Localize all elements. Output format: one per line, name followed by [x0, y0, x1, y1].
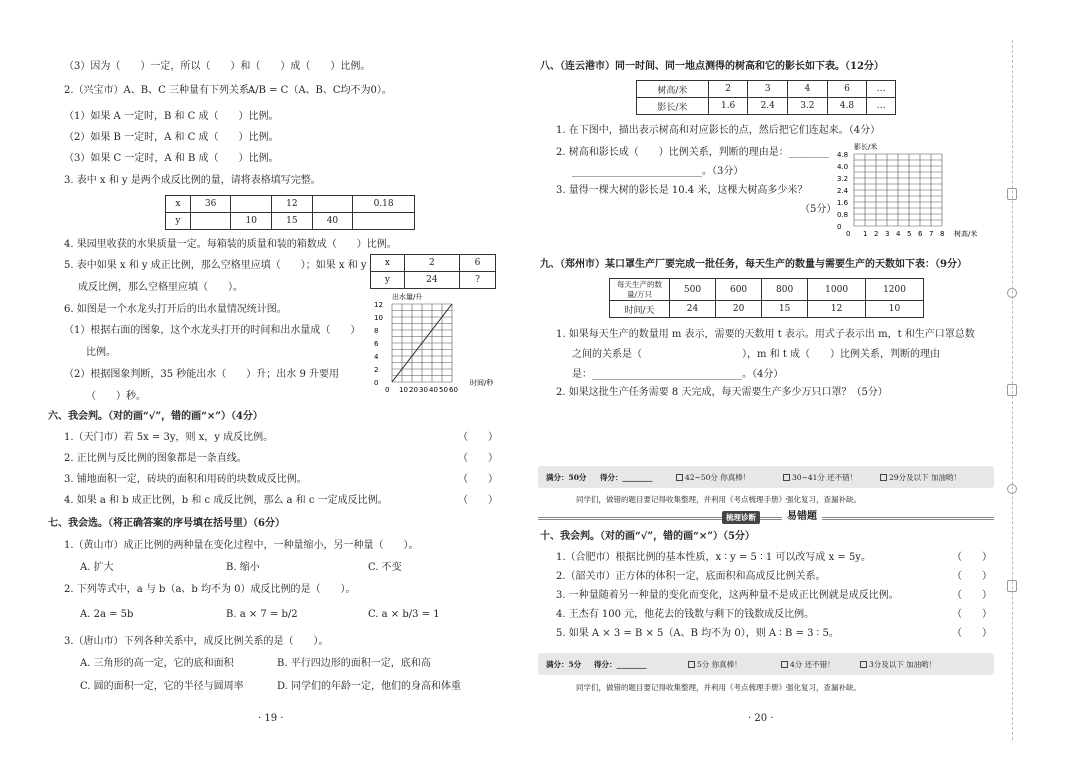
x-tick-label: 8: [940, 230, 945, 238]
s9-q1b: 之间的关系是（ ），m 和 t 成（ ）比例关系，判断的理由: [572, 349, 941, 360]
y-tick-label: 10: [374, 314, 383, 322]
s10-item-1: 1.（合肥市）根据比例的基本性质，x ∶ y = 5 ∶ 1 可以改写成 x = 5y。: [556, 552, 871, 563]
x-tick-label: 7: [929, 230, 934, 238]
section-9-title: 九、（郑州市）某口罩生产厂要完成一批任务，每天生产的数量与需要生产的天数如下表：（9分）: [540, 259, 967, 270]
x-tick-label: 5: [907, 230, 912, 238]
s10-item-4: 4. 王杰有 100 元，他花去的钱数与剩下的钱数成反比例。: [556, 609, 815, 620]
answer-paren[interactable]: （ ）: [458, 474, 498, 485]
checkbox[interactable]: [781, 661, 788, 668]
q6-text: 6. 如图是一个水龙头打开后的出水量情况统计图。: [64, 304, 287, 315]
s7-q3-opt-a[interactable]: A. 三角形的高一定，它的底和面积: [80, 658, 234, 669]
section-8-title: 八、（连云港市）同一时间、同一地点测得的树高和它的影长如下表。（12分）: [540, 61, 884, 72]
checkbox[interactable]: [688, 661, 695, 668]
s7-q3-opt-d[interactable]: D. 同学们的年龄一定，他们的身高和体重: [277, 681, 462, 692]
shadow-grid-ylabel: 影长/米: [854, 143, 878, 151]
x-tick-label: 30: [419, 386, 428, 394]
s7-q1-opt-b[interactable]: B. 缩小: [226, 562, 260, 573]
s7-q1-opt-a[interactable]: A. 扩大: [80, 562, 114, 573]
y-tick-label: 0: [374, 379, 379, 387]
x-tick-label: 20: [409, 386, 418, 394]
table-q5: x 2 6 y 24 ?: [370, 254, 496, 289]
x-tick-label: 10: [399, 386, 408, 394]
x-tick-label: 0: [846, 230, 851, 238]
y-tick-label: 4.8: [837, 151, 849, 159]
checkbox[interactable]: [860, 661, 867, 668]
y-tick-label: 6: [374, 340, 379, 348]
section-6-title: 六、我会判。（对的画“√”，错的画“×”）（4分）: [48, 411, 263, 422]
s7-q2-opt-c[interactable]: C. a × b/3 = 1: [368, 609, 440, 620]
y-tick-label: 3.2: [837, 175, 849, 183]
review-note-2: 同学们，做错的题目要记得收集整理，并利用《考点梳理手册》强化复习，查漏补缺。: [576, 683, 861, 692]
x-tick-label: 1: [863, 230, 868, 238]
binding-hole-icon: [1007, 288, 1017, 298]
answer-paren[interactable]: （ ）: [952, 571, 992, 582]
y-tick-label: 2: [374, 366, 379, 374]
checkbox[interactable]: [783, 474, 790, 481]
s9-q1c: 是：______________________________。（4分）: [572, 369, 784, 380]
section-10-title: 十、我会判。（对的画“√”，错的画“×”）（5分）: [540, 531, 755, 542]
y-tick-label: 4: [374, 353, 379, 361]
s7-q1-opt-c[interactable]: C. 不变: [368, 562, 402, 573]
x-tick-label: 2: [874, 230, 879, 238]
y-tick-label: 1.6: [837, 199, 849, 207]
x-tick-label: 0: [385, 386, 390, 394]
binding-mark-icon: [1007, 384, 1017, 396]
checkbox[interactable]: [676, 474, 683, 481]
q2-3: （3）如果 C 一定时，A 和 B 成（ ）比例。: [64, 153, 279, 164]
section-7-title: 七、我会选。（将正确答案的序号填在括号里）（6分）: [48, 518, 285, 529]
diagnosis-tag: 梳理诊断: [722, 511, 760, 524]
y-tick-label: 12: [374, 301, 383, 309]
s9-q2: 2. 如果这批生产任务需要 8 天完成，每天需要生产多少万只口罩？（5分）: [556, 387, 888, 398]
s10-item-2: 2.（韶关市）正方体的体积一定，底面积和高成反比例关系。: [556, 571, 826, 582]
answer-paren[interactable]: （ ）: [458, 432, 498, 443]
answer-paren[interactable]: （ ）: [952, 590, 992, 601]
answer-paren[interactable]: （ ）: [952, 609, 992, 620]
q2-formula: A/B = C（A、B、C均不为0）。: [248, 85, 392, 96]
x-tick-label: 4: [896, 230, 901, 238]
y-tick-label: 8: [374, 327, 379, 335]
s8-q2b: __________________________。（3分）: [572, 166, 744, 177]
s7-q2-opt-a[interactable]: A. 2a = 5b: [80, 609, 134, 620]
table-q8: 树高/米 2 3 4 6 … 影长/米 1.6 2.4 3.2 4.8 …: [636, 80, 896, 115]
s9-q1a: 1. 如果每天生产的数量用 m 表示，需要的天数用 t 表示。用式子表示出 m，t 和生产口罩总数: [556, 329, 975, 340]
q6-2a: （2）根据图象判断，35 秒能出水（ ）升；出水 9 升要用: [64, 369, 339, 380]
page-number-right: · 20 ·: [748, 713, 774, 724]
s7-q3-opt-c[interactable]: C. 圆的面积一定，它的半径与圆周率: [80, 681, 244, 692]
y-tick-label: 4.0: [837, 163, 849, 171]
s10-item-5: 5. 如果 A × 3 = B × 5（A、B 均不为 0），则 A ∶ B = 3 ∶ 5。: [556, 628, 839, 639]
y-tick-label: 0: [837, 223, 842, 231]
s7-q1: 1.（黄山市）成正比例的两种量在变化过程中，一种量缩小，另一种量（ ）。: [64, 540, 419, 551]
review-note-1: 同学们，做错的题目要记得收集整理，并利用《考点梳理手册》强化复习，查漏补缺。: [576, 495, 861, 504]
shadow-grid-chart: [832, 140, 1002, 240]
s8-q3-score: （5分）: [800, 204, 837, 215]
score-bar-2: 满分：5分 得分：________ 5分 你真棒！ 4分 还不错！ 3分及以下 加油哟！: [538, 653, 994, 675]
binding-mark-icon: [1007, 188, 1017, 200]
q6-1b: 比例。: [86, 347, 116, 358]
answer-paren[interactable]: （ ）: [952, 628, 992, 639]
q6-2b: （ ）秒。: [86, 391, 146, 402]
q6-1a: （1）根据右面的图象，这个水龙头打开的时间和出水量成（ ）: [64, 325, 361, 336]
y-tick-label: 2.4: [837, 187, 849, 195]
q1-3-text: （3）因为（ ）一定，所以（ ）和（ ）成（ ）比例。: [64, 61, 371, 72]
s8-q3: 3. 量得一棵大树的影长是 10.4 米，这棵大树高多少米？: [556, 185, 808, 196]
s6-item-4: 4. 如果 a 和 b 成正比例，b 和 c 成反比例，那么 a 和 c 一定成反比例。: [64, 495, 388, 506]
binding-hole-icon: [1007, 484, 1017, 494]
s10-item-3: 3. 一种量随着另一种量的变化而变化，这两种量不是成正比例就是成反比例。: [556, 590, 899, 601]
q3-text: 3. 表中 x 和 y 是两个成反比例的量，请将表格填写完整。: [64, 175, 321, 186]
page-number-left: · 19 ·: [258, 713, 284, 724]
s7-q2: 2. 下列等式中，a 与 b（a、b 均不为 0）成反比例的是（ ）。: [64, 584, 356, 595]
x-tick-label: 60: [449, 386, 458, 394]
s7-q3: 3.（唐山市）下列各种关系中，成反比例关系的是（ ）。: [64, 636, 329, 647]
diagnosis-title: 易错题: [782, 510, 822, 524]
x-tick-label: 6: [918, 230, 923, 238]
s6-item-2: 2. 正比例与反比例的图象都是一条直线。: [64, 453, 247, 464]
s7-q2-opt-b[interactable]: B. a × 7 = b/2: [226, 609, 298, 620]
s6-item-3: 3. 铺地面积一定，砖块的面积和用砖的块数成反比例。: [64, 474, 307, 485]
x-tick-label: 3: [885, 230, 890, 238]
answer-paren[interactable]: （ ）: [952, 552, 992, 563]
shadow-grid: [854, 154, 942, 226]
water-chart-xlabel: 时间/秒: [470, 379, 494, 387]
x-tick-label: 40: [429, 386, 438, 394]
checkbox[interactable]: [880, 474, 887, 481]
q2-2: （2）如果 B 一定时，A 和 C 成（ ）比例。: [64, 132, 279, 143]
q4-text: 4. 果园里收获的水果质量一定。每箱装的质量和装的箱数成（ ）比例。: [64, 239, 397, 250]
s8-q1: 1. 在下图中，描出表示树高和对应影长的点，然后把它们连起来。（4分）: [556, 125, 881, 136]
binding-mark-icon: [1007, 580, 1017, 592]
q5-text-b: 成反比例，那么空格里应填（ ）。: [78, 282, 243, 293]
s8-q2a: 2. 树高和影长成（ ）比例关系，判断的理由是：________: [556, 147, 829, 158]
s7-q3-opt-b[interactable]: B. 平行四边形的面积一定，底和高: [277, 658, 431, 669]
s6-item-1: 1.（天门市）若 5x = 3y，则 x，y 成反比例。: [64, 432, 274, 443]
table-q3: x 36 12 0.18 y 10 15 40: [165, 195, 415, 230]
score-bar-1: 满分：50分 得分：________ 42~50分 你真棒！ 30~41分 还不错！ 29分及以下 加油哟！: [538, 466, 994, 488]
table-q9: 每天生产的数量/万只 500 600 800 1000 1200 时间/天 24 20 15 12 10: [609, 278, 924, 318]
q5-text-a: 5. 表中如果 x 和 y 成正比例，那么空格里应填（ ）；如果 x 和 y: [64, 260, 367, 271]
q2-1: （1）如果 A 一定时，B 和 C 成（ ）比例。: [64, 111, 279, 122]
divider: [538, 517, 994, 520]
water-chart-ylabel: 出水量/升: [392, 293, 423, 301]
answer-paren[interactable]: （ ）: [458, 495, 498, 506]
answer-paren[interactable]: （ ）: [458, 453, 498, 464]
x-tick-label: 50: [439, 386, 448, 394]
water-chart: [370, 292, 520, 394]
y-tick-label: 0.8: [837, 211, 849, 219]
shadow-grid-xlabel: 树高/米: [954, 230, 978, 238]
q2-text: 2.（兴宝市）A、B、C 三种量有下列关系：: [64, 85, 259, 96]
